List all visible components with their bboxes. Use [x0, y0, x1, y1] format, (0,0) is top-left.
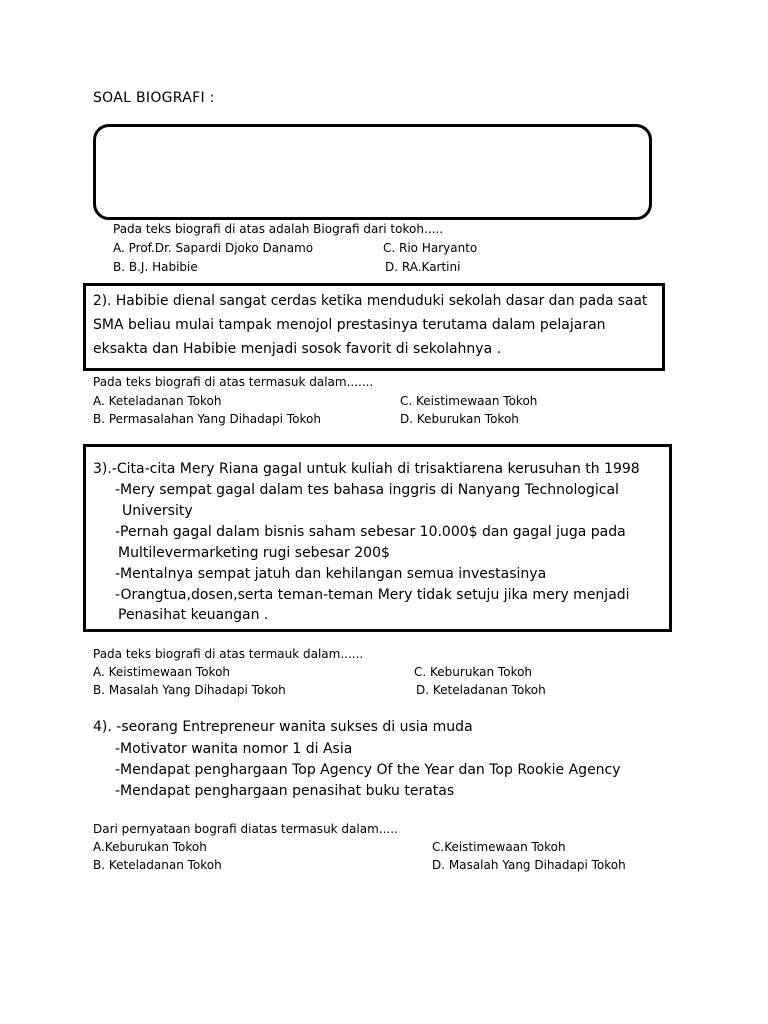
- q4-option-a: A.Keburukan Tokoh: [93, 840, 207, 854]
- q2-question: Pada teks biografi di atas termasuk dalam.......: [93, 375, 374, 389]
- q2-line-1: 2). Habibie dienal sangat cerdas ketika menduduki sekolah dasar dan pada saat: [93, 293, 648, 309]
- q3-line-3: University: [122, 503, 193, 519]
- q4-line-4: -Mendapat penghargaan penasihat buku teratas: [115, 783, 455, 799]
- q4-option-c: C.Keistimewaan Tokoh: [432, 840, 566, 854]
- q2-option-b: B. Permasalahan Yang Dihadapi Tokoh: [93, 412, 321, 426]
- q2-option-d: D. Keburukan Tokoh: [400, 412, 519, 426]
- q1-question: Pada teks biografi di atas adalah Biografi dari tokoh.....: [113, 222, 444, 236]
- q2-option-c: C. Keistimewaan Tokoh: [400, 394, 538, 408]
- q3-question: Pada teks biografi di atas termauk dalam......: [93, 647, 364, 661]
- q3-option-c: C. Keburukan Tokoh: [414, 665, 533, 679]
- q3-line-2: -Mery sempat gagal dalam tes bahasa inggris di Nanyang Technological: [115, 482, 619, 498]
- q3-line-4: -Pernah gagal dalam bisnis saham sebesar 10.000$ dan gagal juga pada: [115, 524, 626, 540]
- q2-line-3: eksakta dan Habibie menjadi sosok favorit di sekolahnya .: [93, 341, 502, 357]
- q1-option-a: A. Prof.Dr. Sapardi Djoko Danamo: [113, 241, 314, 255]
- q3-line-8: Penasihat keuangan .: [118, 607, 269, 623]
- empty-text-box: [93, 124, 652, 220]
- q3-option-d: D. Keteladanan Tokoh: [416, 683, 546, 697]
- q1-option-d: D. RA.Kartini: [385, 260, 461, 274]
- q4-question: Dari pernyataan bografi diatas termasuk dalam.....: [93, 822, 398, 836]
- q2-option-a: A. Keteladanan Tokoh: [93, 394, 222, 408]
- q3-option-a: A. Keistimewaan Tokoh: [93, 665, 231, 679]
- q4-option-b: B. Keteladanan Tokoh: [93, 858, 222, 872]
- q4-line-3: -Mendapat penghargaan Top Agency Of the Year dan Top Rookie Agency: [115, 762, 621, 778]
- q3-line-5: Multilevermarketing rugi sebesar 200$: [118, 545, 390, 561]
- page-title: SOAL BIOGRAFI :: [93, 90, 215, 106]
- q3-line-1: 3).-Cita-cita Mery Riana gagal untuk kuliah di trisaktiarena kerusuhan th 1998: [93, 461, 640, 477]
- q4-line-1: 4). -seorang Entrepreneur wanita sukses di usia muda: [93, 719, 473, 735]
- q3-line-6: -Mentalnya sempat jatuh dan kehilangan semua investasinya: [115, 566, 547, 582]
- q4-line-2: -Motivator wanita nomor 1 di Asia: [115, 741, 353, 757]
- q4-option-d: D. Masalah Yang Dihadapi Tokoh: [432, 858, 626, 872]
- q3-line-7: -Orangtua,dosen,serta teman-teman Mery tidak setuju jika mery menjadi: [115, 587, 630, 603]
- q1-option-b: B. B.J. Habibie: [113, 260, 198, 274]
- q1-option-c: C. Rio Haryanto: [383, 241, 478, 255]
- q3-option-b: B. Masalah Yang Dihadapi Tokoh: [93, 683, 286, 697]
- q2-line-2: SMA beliau mulai tampak menojol prestasinya terutama dalam pelajaran: [93, 317, 606, 333]
